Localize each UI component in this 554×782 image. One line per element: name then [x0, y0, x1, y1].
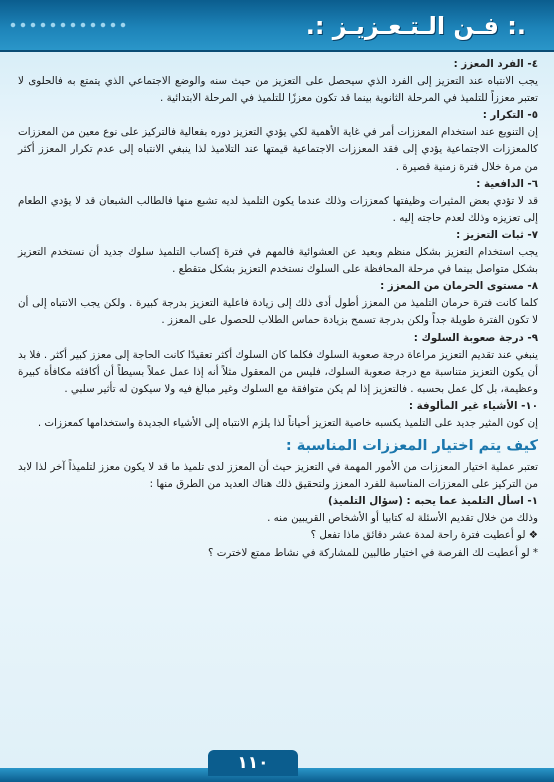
page-footer [0, 746, 554, 782]
method-heading: ١- اسأل التلميذ عما يحبه : (سؤال التلميذ) [328, 495, 538, 508]
item-text: ينبغي عند تقديم التعزيز مراعاة درجة صعوبة السلوك فكلما كان السلوك أكثر تعقيدًا كانت الحاجة إلى معزز كبير أكثر . فلا بد أن يكون التعزيز متناسبة مع درجة صعوبة السلوك، فليس من المعقول مثلاً أنه إذا عمل عملاً بسيطاً أن أكافئه مكافأة كبيرة وعظيمة، بل كل عمل بحسبه . فالتعزيز إذا لم يكن متوافقة مع السلوك وغير مبالغ فيه ولا سيكون له تأثير سلبي . [18, 348, 538, 395]
item-heading: ٩- درجة صعوبة السلوك : [413, 331, 538, 344]
item-heading: ١٠- الأشياء غير المألوفة : [408, 399, 538, 412]
document-body [18, 56, 538, 562]
item-text: يجب استخدام التعزيز بشكل منظم وبعيد عن العشوائية فالمهم في فترة إكساب التلميذ سلوك جديد أن نستخدم التعزيز بشكل متواصل بينما في مرحلة المحافظة على السلوك نستخدم التعزيز بشكل متقطع . [18, 246, 538, 276]
page-header [0, 0, 554, 52]
item-heading: ٧- ثبات التعزيز : [456, 228, 538, 241]
method-text: وذلك من خلال تقديم الأسئلة له كتابيا أو الأشخاص القريبين منه . [267, 512, 538, 525]
item-heading: ٥- التكرار : [482, 109, 538, 122]
item-heading: ٤- الفرد المعزز : [453, 58, 538, 70]
item-text: إن كون المثير جديد على التلميذ يكسبه خاصية التعزيز أحياناً لذا يلزم الانتباه إلى الأشياء الجديدة واستخدامها كمعززات . [37, 416, 538, 429]
item-text: إن التنويع عند استخدام المعززات أمر في غاية الأهمية لكي يؤدي التعزيز دوره بفعالية فالتركيز على نوع معين من المعززات كالمعززات الاجتماعية يؤدي إلى فقد المعززات الاجتماعية قيمتها عند التلاميذ لذا ينبغي الانتباه إلى عدم تكرار المعزز أكثر من مرة خلال فترة زمنية قصيرة . [18, 126, 538, 173]
item-heading: ٦- الدافعية : [476, 177, 538, 190]
item-text: يجب الانتباه عند التعزيز إلى الفرد الذي سيحصل على التعزيز من حيث سنه والوضع الاجتماعي الذي يتمتع به فالحلوى لا تعتبر معززاً للتلميذ في المرحلة الثانوية بينما قد تكون معززًا للتلميذ في المرحلة الابتدائية . [18, 75, 538, 105]
bullet-item: ❖ لو أعطيت فترة راحة لمدة عشر دقائق ماذا تفعل ؟ [310, 529, 538, 542]
section-intro: تعتبر عملية اختيار المعززات من الأمور المهمة في التعزيز حيث أن المعزز لدى تلميذ ما قد لا يكون معزز لتلميذاً آخر لذا لابد من التركيز على المعززات المناسبة للفرد المعزز ولتحقيق ذلك هناك العديد من الطرق منها : [18, 461, 538, 491]
item-text: كلما كانت فترة حرمان التلميذ من المعزز أطول أدى ذلك إلى زيادة فاعلية التعزيز بدرجة كبيرة . ولكن يجب الانتباه إلى أن لا تكون الفترة طويلة جداً ولكن بدرجة تسمح بزيادة حماس الطلاب للحصول على المعزز . [18, 297, 538, 327]
page-title: .: فـن الـتـعـزيـز :. [305, 12, 526, 40]
section-title: كيف يتم اختيار المعززات المناسبة : [285, 438, 538, 455]
item-text: قد لا تؤدي بعض المثيرات وظيفتها كمعززات وذلك عندما يكون التلميذ لديه تشبع منها فالطالب الشبعان قد لا يؤدي الطعام إلى تعزيزه وذلك لعدم حاجته إليه . [18, 194, 538, 224]
header-dot-pattern [8, 20, 128, 32]
page-number: ١١٠ [208, 750, 298, 776]
item-heading: ٨- مستوى الحرمان من المعزز : [380, 280, 538, 293]
bullet-item: * لو أعطيت لك الفرصة في اختيار طالبين للمشاركة في نشاط ممتع لاخترت ؟ [207, 546, 538, 559]
